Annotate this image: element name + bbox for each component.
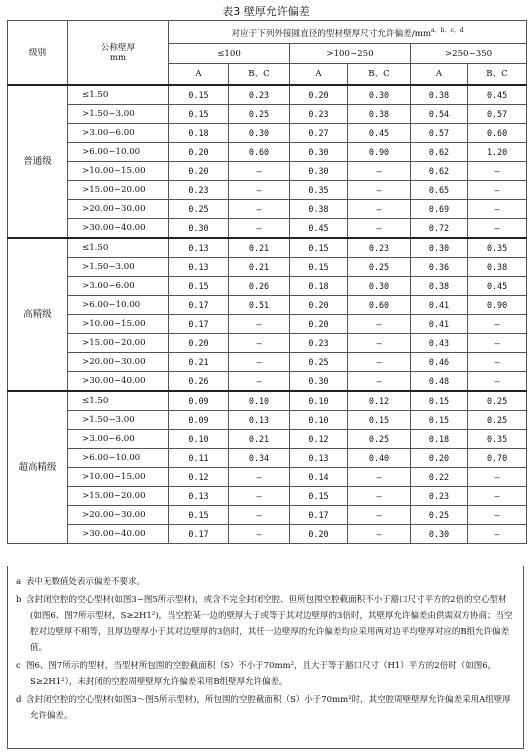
deviation-value-cell: – [229,334,290,353]
deviation-value-cell: 0.15 [290,258,348,277]
deviation-value-cell: 0.30 [348,277,411,296]
deviation-value-cell: 0.57 [468,105,527,124]
deviation-value-cell: 0.13 [169,487,229,506]
deviation-value-cell: 0.15 [411,391,468,411]
table-row [8,85,527,105]
table-row [8,296,527,315]
deviation-value-cell: 0.45 [290,219,348,239]
deviation-value-cell: 0.23 [229,85,290,105]
deviation-value-cell: – [468,506,527,525]
deviation-value-cell: – [468,219,527,239]
deviation-value-cell: – [229,219,290,239]
thickness-range-cell: >6.00~10.00 [68,449,169,468]
deviation-value-cell: 0.26 [229,277,290,296]
deviation-value-cell: 0.62 [411,143,468,162]
deviation-value-cell: 0.30 [290,372,348,392]
deviation-value-cell: – [229,181,290,200]
deviation-value-cell: 0.09 [169,411,229,430]
deviation-value-cell: – [229,162,290,181]
table-row [8,105,527,124]
table-row [8,258,527,277]
deviation-value-cell: – [229,506,290,525]
deviation-value-cell: 1.20 [468,143,527,162]
deviation-value-cell: 0.26 [169,372,229,392]
thickness-range-cell: >1.50~3.00 [68,411,169,430]
deviation-value-cell: 0.45 [348,124,411,143]
deviation-value-cell: 0.25 [468,391,527,411]
header-span-footnotes: a、b、c、d [431,26,464,34]
deviation-value-cell: 0.12 [348,391,411,411]
deviation-value-cell: – [348,487,411,506]
deviation-value-cell: 0.90 [348,143,411,162]
deviation-value-cell: 0.13 [290,449,348,468]
table-row [8,277,527,296]
deviation-value-cell: 0.15 [169,105,229,124]
header-diameter-2: >100~250 [290,44,411,64]
deviation-value-cell: 0.60 [229,143,290,162]
deviation-value-cell: 0.25 [468,411,527,430]
deviation-value-cell: – [348,200,411,219]
table-row [8,506,527,525]
deviation-value-cell: 0.36 [411,258,468,277]
deviation-value-cell: 0.17 [169,315,229,334]
header-grade: 级别 [8,21,68,86]
deviation-value-cell: 0.09 [169,391,229,411]
deviation-value-cell: 0.30 [411,525,468,544]
thickness-range-cell: >20.00~30.00 [68,506,169,525]
deviation-value-cell: 0.35 [468,430,527,449]
table-row [8,334,527,353]
header-diameter-1: ≤100 [169,44,290,64]
deviation-value-cell: 0.38 [290,200,348,219]
footnote-text: 含封闭空腔的空心型材(如图3~图5所示型材)，或含不完全封闭空腔、但所包围空腔截面积不小于豁口尺寸平方的2倍的空心型材(如图6、图7所示型材，S≥2H1²)，当空腔某一边的壁厚大于或等于其对边壁厚的3倍时，其壁厚允许偏差由供需双方协商；当空腔对边壁厚不相等，且厚边壁厚小于其对边壁厚的3倍时，其任一边壁厚的允许偏差均应采用两对边平均壁厚对应的B组允许偏差值。 [26,595,513,653]
deviation-value-cell: 0.46 [411,353,468,372]
deviation-value-cell: 0.18 [169,124,229,143]
deviation-value-cell: – [348,353,411,372]
deviation-value-cell: 0.17 [169,296,229,315]
header-span-text: 对应于下列外接圆直径的型材壁厚尺寸允许偏差/mm [231,28,432,39]
deviation-value-cell: 0.21 [229,238,290,258]
thickness-range-cell: >10.00~15.00 [68,162,169,181]
deviation-value-cell: 0.21 [229,430,290,449]
deviation-value-cell: – [468,315,527,334]
table-row [8,200,527,219]
deviation-value-cell: 0.25 [229,105,290,124]
deviation-value-cell: 0.30 [169,219,229,239]
deviation-value-cell: 0.38 [411,85,468,105]
deviation-value-cell: 0.34 [229,449,290,468]
deviation-value-cell: 0.30 [290,143,348,162]
header-deviation-span [169,21,527,44]
footnote [16,574,517,590]
deviation-value-cell: – [229,315,290,334]
thickness-range-cell: >1.50~3.00 [68,258,169,277]
thickness-range-cell: >15.00~20.00 [68,334,169,353]
footnote-text: 表中无数值处表示偏差不要求。 [26,577,146,587]
deviation-value-cell: – [348,181,411,200]
deviation-value-cell: – [348,219,411,239]
table-row [8,353,527,372]
footnote-letter: d [16,695,22,705]
table-row [8,525,527,544]
deviation-value-cell: 0.69 [411,200,468,219]
table-row [8,372,527,392]
deviation-value-cell: 0.15 [348,411,411,430]
deviation-value-cell: 0.20 [169,143,229,162]
thickness-range-cell: >10.00~15.00 [68,468,169,487]
deviation-value-cell: 0.25 [348,430,411,449]
deviation-value-cell: 0.40 [348,449,411,468]
deviation-value-cell: – [348,468,411,487]
deviation-value-cell: – [468,372,527,392]
table-title: 表3 壁厚允许偏差 [222,5,310,18]
deviation-value-cell: – [468,334,527,353]
deviation-value-cell: 0.45 [468,277,527,296]
deviation-value-cell: 0.30 [229,124,290,143]
table-row [8,430,527,449]
deviation-value-cell: 0.20 [290,315,348,334]
thickness-range-cell: >30.00~40.00 [68,219,169,239]
deviation-value-cell: 0.20 [411,449,468,468]
deviation-value-cell: – [468,200,527,219]
grade-cell: 普通级 [8,85,68,238]
deviation-value-cell: 0.27 [290,124,348,143]
deviation-value-cell: 0.20 [290,85,348,105]
grade-cell: 超高精级 [8,391,68,544]
footnote [16,592,517,656]
thickness-range-cell: >30.00~40.00 [68,525,169,544]
deviation-value-cell: – [229,353,290,372]
thickness-range-cell: ≤1.50 [68,238,169,258]
deviation-value-cell: – [348,162,411,181]
deviation-value-cell: 0.15 [290,238,348,258]
deviation-value-cell: 0.10 [290,391,348,411]
header-col-a: A [169,64,229,86]
deviation-value-cell: 0.41 [411,315,468,334]
deviation-value-cell: 0.25 [169,200,229,219]
header-diameter-3: >250~350 [411,44,527,64]
deviation-value-cell: 0.25 [348,258,411,277]
table-row [8,219,527,239]
deviation-value-cell: 0.12 [169,468,229,487]
deviation-value-cell: 0.13 [169,258,229,277]
table-row [8,181,527,200]
thickness-range-cell: >1.50~3.00 [68,105,169,124]
deviation-value-cell: – [348,525,411,544]
deviation-value-cell: 0.60 [348,296,411,315]
deviation-value-cell: – [348,372,411,392]
deviation-value-cell: – [468,353,527,372]
thickness-range-cell: >20.00~30.00 [68,353,169,372]
thickness-range-cell: >6.00~10.00 [68,296,169,315]
table-row [8,487,527,506]
footnote-text: 含封闭空腔的空心型材(如图3～图5所示型材)，所包围的空腔截面积（S）小于70mm²时，其空腔周壁壁厚允许偏差采用A组壁厚允许偏差。 [26,695,511,721]
table-row [8,411,527,430]
deviation-value-cell: 0.17 [169,525,229,544]
deviation-value-cell: 0.62 [411,162,468,181]
deviation-value-cell: 0.23 [411,487,468,506]
grade-cell: 高精级 [8,238,68,391]
table-notes [7,566,524,749]
header-nominal-unit: mm [109,52,127,63]
deviation-value-cell: – [348,506,411,525]
deviation-value-cell: 0.10 [169,430,229,449]
thickness-range-cell: ≤1.50 [68,85,169,105]
deviation-value-cell: 0.65 [411,181,468,200]
deviation-value-cell: 0.15 [290,487,348,506]
table-row [8,449,527,468]
thickness-range-cell: >3.00~6.00 [68,124,169,143]
deviation-value-cell: 0.25 [290,353,348,372]
deviation-value-cell: 0.13 [169,238,229,258]
thickness-range-cell: >10.00~15.00 [68,315,169,334]
deviation-value-cell: 0.90 [468,296,527,315]
deviation-value-cell: 0.18 [411,430,468,449]
deviation-value-cell: 0.38 [468,258,527,277]
thickness-range-cell: >3.00~6.00 [68,430,169,449]
deviation-value-cell: – [348,315,411,334]
deviation-value-cell: 0.23 [290,334,348,353]
deviation-value-cell: 0.21 [229,258,290,277]
deviation-value-cell: 0.60 [468,124,527,143]
thickness-range-cell: >15.00~20.00 [68,487,169,506]
deviation-value-cell: – [468,162,527,181]
deviation-value-cell: – [348,334,411,353]
footnote [16,692,517,724]
deviation-value-cell: 0.51 [229,296,290,315]
deviation-value-cell: 0.15 [169,506,229,525]
deviation-value-cell: 0.48 [411,372,468,392]
deviation-value-cell: 0.70 [468,449,527,468]
table-row [8,124,527,143]
deviation-value-cell: 0.17 [290,506,348,525]
deviation-value-cell: 0.22 [411,468,468,487]
table-row [8,143,527,162]
deviation-value-cell: – [468,525,527,544]
deviation-value-cell: 0.35 [468,238,527,258]
deviation-value-cell: 0.43 [411,334,468,353]
deviation-value-cell: 0.57 [411,124,468,143]
table-row [8,162,527,181]
deviation-value-cell: – [229,468,290,487]
header-col-bc: B、C [348,64,411,86]
deviation-value-cell: 0.41 [411,296,468,315]
deviation-value-cell: – [229,200,290,219]
table-row [8,238,527,258]
deviation-value-cell: – [468,487,527,506]
header-nominal-thickness [68,21,169,86]
footnote-text: 图6、图7所示的型材，当型材所包围的空腔截面积（S）不小于70mm²，且大于等于豁口尺寸（H1）平方的2倍时（如图6，S≥2H1²），未封闭的空腔周壁壁厚允许偏差采用B组壁厚允许偏差。 [26,661,497,687]
thickness-range-cell: >20.00~30.00 [68,200,169,219]
deviation-value-cell: 0.18 [290,277,348,296]
deviation-value-cell: 0.15 [169,277,229,296]
deviation-value-cell: 0.23 [348,238,411,258]
deviation-value-cell: – [468,181,527,200]
deviation-value-cell: 0.15 [169,85,229,105]
deviation-value-cell: – [229,487,290,506]
deviation-value-cell: 0.10 [229,391,290,411]
header-col-bc: B、C [229,64,290,86]
table-row [8,391,527,411]
deviation-value-cell: – [468,468,527,487]
deviation-value-cell: 0.38 [411,277,468,296]
deviation-value-cell: 0.21 [169,353,229,372]
thickness-range-cell: ≤1.50 [68,391,169,411]
deviation-value-cell: 0.20 [290,296,348,315]
deviation-value-cell: 0.72 [411,219,468,239]
deviation-value-cell: 0.20 [169,334,229,353]
deviation-value-cell: 0.25 [411,506,468,525]
deviation-value-cell: 0.23 [290,105,348,124]
thickness-range-cell: >3.00~6.00 [68,277,169,296]
deviation-value-cell: 0.15 [411,411,468,430]
deviation-value-cell: – [229,525,290,544]
wall-thickness-table [7,20,527,544]
footnote-letter: b [16,595,22,605]
deviation-value-cell: 0.14 [290,468,348,487]
deviation-value-cell: – [229,372,290,392]
footnote-letter: a [16,577,22,587]
deviation-value-cell: 0.30 [290,162,348,181]
deviation-value-cell: 0.20 [169,162,229,181]
deviation-value-cell: 0.20 [290,525,348,544]
deviation-value-cell: 0.45 [468,85,527,105]
footnote-letter: c [16,661,21,671]
thickness-range-cell: >15.00~20.00 [68,181,169,200]
thickness-range-cell: >30.00~40.00 [68,372,169,392]
thickness-range-cell: >6.00~10.00 [68,143,169,162]
header-col-a: A [411,64,468,86]
deviation-value-cell: 0.54 [411,105,468,124]
deviation-value-cell: 0.10 [290,411,348,430]
deviation-value-cell: 0.23 [169,181,229,200]
deviation-value-cell: 0.38 [348,105,411,124]
footnote [16,658,517,690]
deviation-value-cell: 0.13 [229,411,290,430]
table-row [8,315,527,334]
header-nominal-line1: 公称壁厚 [100,42,136,53]
deviation-value-cell: 0.12 [290,430,348,449]
header-col-bc: B、C [468,64,527,86]
deviation-value-cell: 0.11 [169,449,229,468]
deviation-value-cell: 0.35 [290,181,348,200]
deviation-value-cell: 0.30 [411,238,468,258]
table-row [8,468,527,487]
header-col-a: A [290,64,348,86]
deviation-value-cell: 0.30 [348,85,411,105]
